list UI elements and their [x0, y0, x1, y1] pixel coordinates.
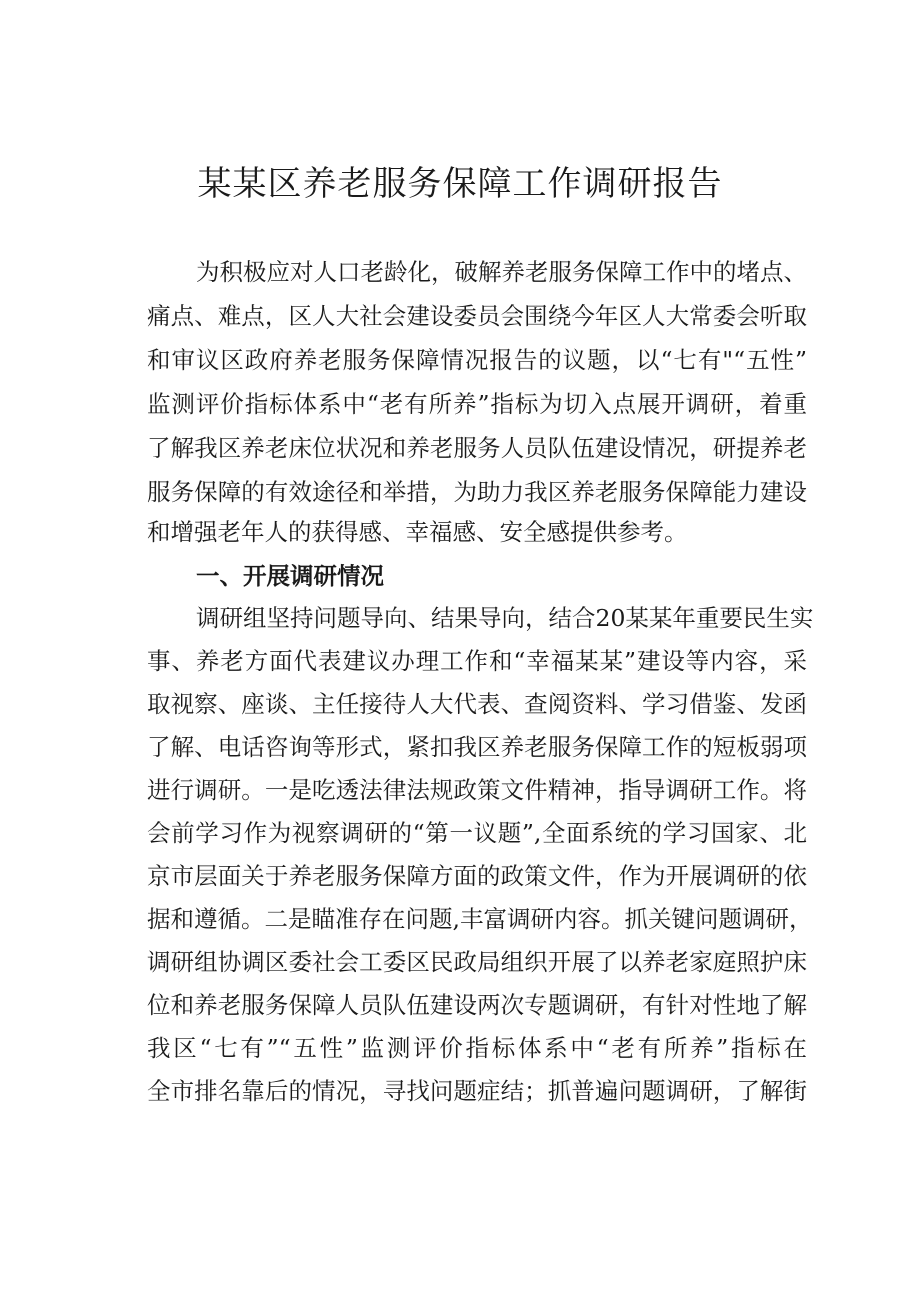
section1-line-5: 进行调研。一是吃透法律法规政策文件精神，指导调研工作。将	[147, 776, 807, 804]
section1-line-4: 了解、电话咨询等形式，紧扣我区养老服务保障工作的短板弱项	[147, 733, 807, 761]
section1-line-1: 调研组坚持问题导向、结果导向，结合20某某年重要民生实	[196, 604, 814, 632]
intro-line-7: 和增强老年人的获得感、幸福感、安全感提供参考。	[147, 518, 688, 546]
section1-line-3: 取视察、座谈、主任接待人大代表、查阅资料、学习借鉴、发函	[147, 690, 807, 718]
section1-line-9: 调研组协调区委社会工委区民政局组织开展了以养老家庭照护床	[147, 948, 807, 976]
intro-line-2: 痛点、难点，区人大社会建设委员会围绕今年区人大常委会听取	[147, 302, 807, 330]
section1-line-6: 会前学习作为视察调研的“第一议题”,全面系统的学习国家、北	[147, 819, 807, 847]
section1-line-11: 我区“七有”“五性”监测评价指标体系中“老有所养”指标在	[147, 1034, 807, 1062]
section1-line-12: 全市排名靠后的情况，寻找问题症结；抓普遍问题调研，了解街	[147, 1077, 807, 1105]
intro-line-3: 和审议区政府养老服务保障情况报告的议题，以“七有"“五性”	[147, 346, 807, 374]
section1-line-7: 京市层面关于养老服务保障方面的政策文件，作为开展调研的依	[147, 862, 807, 890]
document-title: 某某区养老服务保障工作调研报告	[197, 164, 723, 204]
section1-line-2: 事、养老方面代表建议办理工作和“幸福某某”建设等内容，采	[147, 647, 807, 675]
intro-line-4: 监测评价指标体系中“老有所养”指标为切入点展开调研，着重	[147, 390, 807, 418]
intro-line-5: 了解我区养老床位状况和养老服务人员队伍建设情况，研提养老	[147, 434, 807, 462]
section1-line-8: 据和遵循。二是瞄准存在问题,丰富调研内容。抓关键问题调研，	[147, 905, 813, 933]
intro-line-1: 为积极应对人口老龄化，破解养老服务保障工作中的堵点、	[196, 258, 807, 286]
section-heading-1: 一、开展调研情况	[196, 562, 384, 590]
intro-line-6: 服务保障的有效途径和举措，为助力我区养老服务保障能力建设	[147, 478, 807, 506]
section1-line-10: 位和养老服务保障人员队伍建设两次专题调研，有针对性地了解	[147, 991, 807, 1019]
